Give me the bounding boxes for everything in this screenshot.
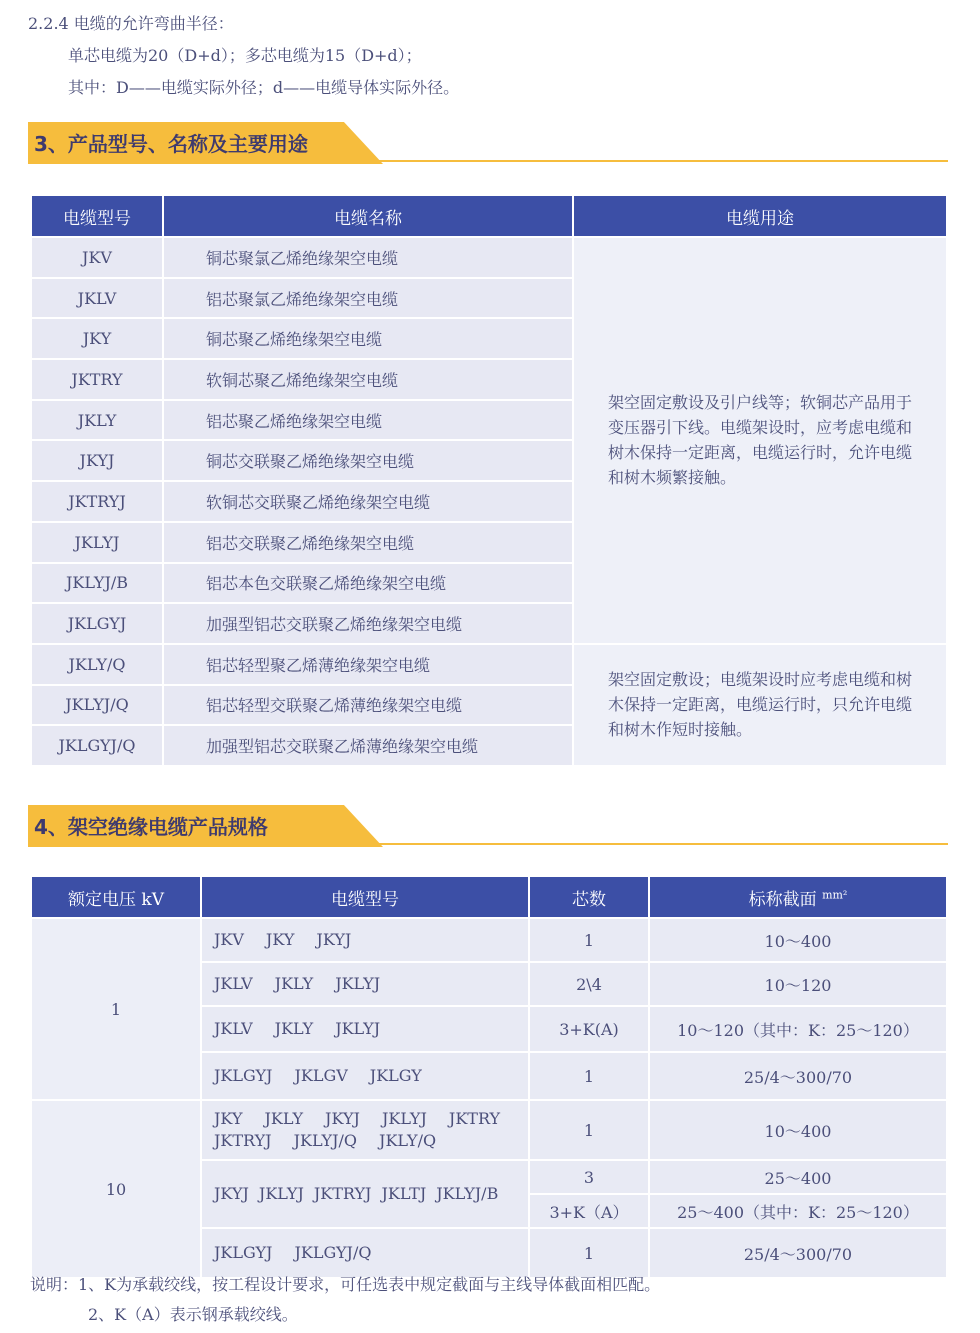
model-cell: JKV <box>31 237 163 278</box>
model: JKLGYJ/Q <box>294 1243 372 1262</box>
name-cell: 加强型铝芯交联聚乙烯绝缘架空电缆 <box>163 603 573 644</box>
col-header-model: 电缆型号 <box>201 876 529 918</box>
model: JKYJ <box>325 1109 360 1128</box>
intro-line-1: 单芯电缆为20（D+d）；多芯电缆为15（D+d）； <box>68 46 422 65</box>
col-header-cores: 芯数 <box>529 876 649 918</box>
section-cell: 25/4～300/70 <box>649 1228 947 1278</box>
cores-cell: 2\4 <box>529 962 649 1006</box>
model: JKLY <box>264 1109 304 1128</box>
col-header-model: 电缆型号 <box>31 195 163 237</box>
voltage-cell: 10 <box>31 1100 201 1278</box>
note-1: 说明：1、K为承载绞线，按工程设计要求，可任选表中规定截面与主线导体截面相匹配。 <box>30 1275 661 1294</box>
model: JKLV <box>214 1019 253 1038</box>
cores-cell: 1 <box>529 1228 649 1278</box>
model-list <box>201 918 529 962</box>
model: JKLGV <box>294 1066 348 1085</box>
name-cell: 铝芯聚氯乙烯绝缘架空电缆 <box>163 278 573 319</box>
col-header-voltage: 额定电压 kV <box>31 876 201 918</box>
model: JKTRYJ <box>214 1131 272 1150</box>
cores-cell: 3+K(A) <box>529 1006 649 1052</box>
section-cell: 25～400（其中：K：25～120） <box>649 1194 947 1228</box>
note-2: 2、K（A）表示钢承载绞线。 <box>88 1305 298 1324</box>
name-cell: 铝芯轻型聚乙烯薄绝缘架空电缆 <box>163 644 573 685</box>
table-row <box>31 644 947 685</box>
model-list <box>201 962 529 1006</box>
table-row <box>31 918 947 962</box>
name-cell: 铝芯交联聚乙烯绝缘架空电缆 <box>163 522 573 563</box>
section-cell: 25/4～300/70 <box>649 1052 947 1100</box>
model: JKLY/Q <box>379 1131 437 1150</box>
model-cell: JKLGYJ <box>31 603 163 644</box>
model: JKLV <box>214 974 253 993</box>
section-4-header <box>28 805 948 847</box>
model-cell: JKLYJ/B <box>31 563 163 604</box>
section-unit: mm² <box>822 887 848 901</box>
cores-cell: 1 <box>529 918 649 962</box>
usage-cell-1: 架空固定敷设及引户线等；软铜芯产品用于变压器引下线。电缆架设时，应考虑电缆和树木保持一定距离，电缆运行时，允许电缆和树木频繁接触。 <box>573 237 947 644</box>
usage-cell-2: 架空固定敷设；电缆架设时应考虑电缆和树木保持一定距离，电缆运行时，只允许电缆和树木作短时接触。 <box>573 644 947 766</box>
model-cell: JKLYJ <box>31 522 163 563</box>
cores-cell: 3+K（A） <box>529 1194 649 1228</box>
model-cell: JKYJ <box>31 440 163 481</box>
name-cell: 软铜芯聚乙烯绝缘架空电缆 <box>163 359 573 400</box>
product-model-table <box>30 194 948 767</box>
voltage-cell: 1 <box>31 918 201 1100</box>
section-4-title: 4、架空绝缘电缆产品规格 <box>34 815 268 839</box>
name-cell: 软铜芯交联聚乙烯绝缘架空电缆 <box>163 481 573 522</box>
section-cell: 10～120（其中：K：25～120） <box>649 1006 947 1052</box>
model-list <box>201 1052 529 1100</box>
section-4-rule <box>368 843 948 845</box>
section-3-header <box>28 122 948 164</box>
model-list <box>201 1100 529 1160</box>
model: JKLGYJ <box>214 1243 273 1262</box>
product-spec-table <box>30 875 948 1279</box>
model: JKLY <box>274 974 314 993</box>
name-cell: 铜芯聚乙烯绝缘架空电缆 <box>163 318 573 359</box>
model: JKV <box>214 930 244 949</box>
section-cell: 10～120 <box>649 962 947 1006</box>
model: JKY <box>214 1109 243 1128</box>
section-cell: 10～400 <box>649 918 947 962</box>
name-cell: 铝芯本色交联聚乙烯绝缘架空电缆 <box>163 563 573 604</box>
model-cell: JKY <box>31 318 163 359</box>
section-label: 标称截面 <box>748 889 817 910</box>
model: JKLTJ <box>381 1184 427 1203</box>
model-cell: JKTRYJ <box>31 481 163 522</box>
model: JKYJ <box>316 930 352 949</box>
model: JKTRY <box>448 1109 501 1128</box>
name-cell: 铜芯聚氯乙烯绝缘架空电缆 <box>163 237 573 278</box>
col-header-name: 电缆名称 <box>163 195 573 237</box>
col-header-section <box>649 876 947 918</box>
model-cell: JKTRY <box>31 359 163 400</box>
cores-cell: 1 <box>529 1100 649 1160</box>
section-cell: 10～400 <box>649 1100 947 1160</box>
model-cell: JKLY <box>31 400 163 441</box>
model: JKLYJ/B <box>436 1184 499 1203</box>
notes <box>30 1270 660 1330</box>
model: JKLYJ/Q <box>293 1131 358 1150</box>
model: JKLYJ <box>335 974 381 993</box>
name-cell: 铝芯轻型交联聚乙烯薄绝缘架空电缆 <box>163 685 573 726</box>
intro-line-2: 其中：D——电缆实际外径；d——电缆导体实际外径。 <box>68 78 460 97</box>
model-cell: JKLGYJ/Q <box>31 725 163 766</box>
name-cell: 铜芯交联聚乙烯绝缘架空电缆 <box>163 440 573 481</box>
intro-block <box>28 8 459 104</box>
model: JKY <box>265 930 295 949</box>
col-header-usage: 电缆用途 <box>573 195 947 237</box>
model-cell: JKLYJ/Q <box>31 685 163 726</box>
model-cell: JKLV <box>31 278 163 319</box>
table-row <box>31 1100 947 1160</box>
model: JKLGYJ <box>214 1066 273 1085</box>
model: JKTRYJ <box>313 1184 372 1203</box>
intro-heading: 2.2.4 电缆的允许弯曲半径： <box>28 14 234 33</box>
name-cell: 铝芯聚乙烯绝缘架空电缆 <box>163 400 573 441</box>
model: JKLGY <box>369 1066 422 1085</box>
cores-cell: 1 <box>529 1052 649 1100</box>
model: JKYJ <box>214 1184 249 1203</box>
model: JKLYJ <box>258 1184 304 1203</box>
model-list <box>201 1006 529 1052</box>
name-cell: 加强型铝芯交联聚乙烯薄绝缘架空电缆 <box>163 725 573 766</box>
section-3-rule <box>368 160 948 162</box>
section-3-title: 3、产品型号、名称及主要用途 <box>34 132 308 156</box>
model-cell: JKLY/Q <box>31 644 163 685</box>
model: JKLYJ <box>335 1019 381 1038</box>
table-row <box>31 237 947 278</box>
cores-cell: 3 <box>529 1160 649 1194</box>
model: JKLYJ <box>381 1109 427 1128</box>
model-list <box>201 1160 529 1228</box>
section-cell: 25～400 <box>649 1160 947 1194</box>
model: JKLY <box>274 1019 314 1038</box>
